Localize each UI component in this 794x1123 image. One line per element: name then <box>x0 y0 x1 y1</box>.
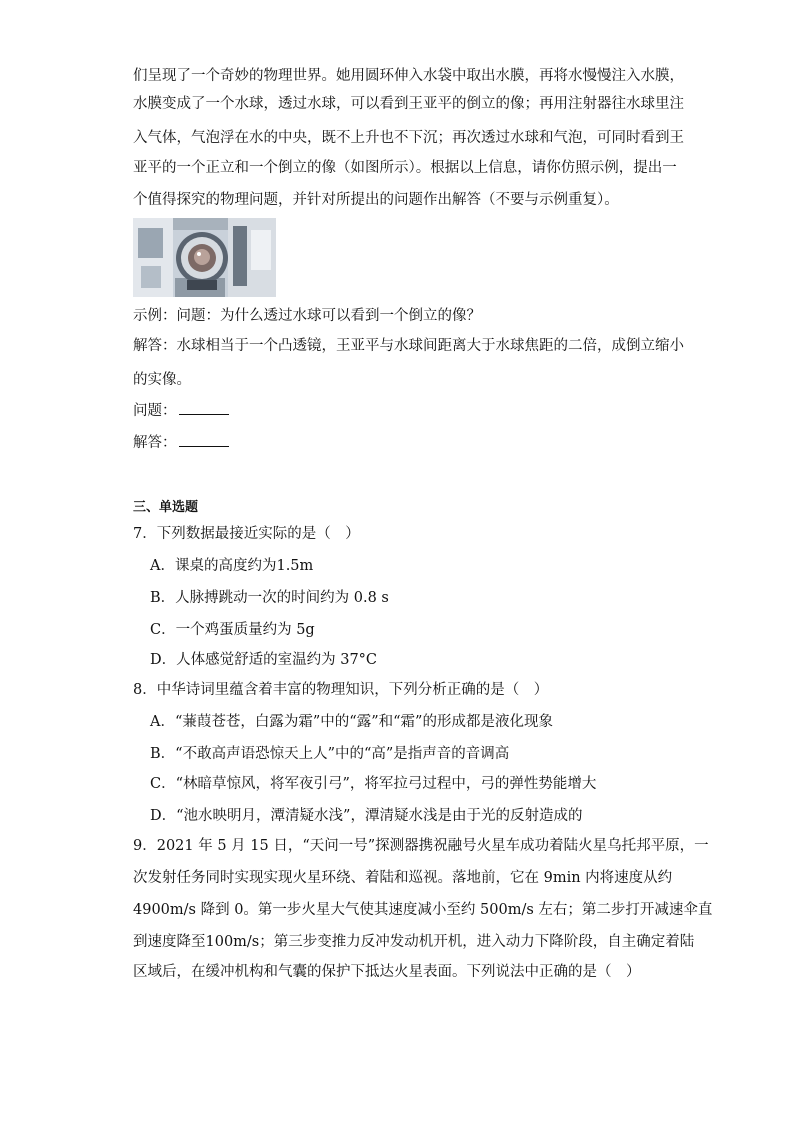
water-ball-photo <box>133 218 276 297</box>
example-answer-line: 解答：水球相当于一个凸透镜，王亚平与水球间距离大于水球焦距的二倍，成倒立缩小 <box>133 338 684 354</box>
q7-option-d[interactable]: D．人体感觉舒适的室温约为 37°C <box>150 652 378 668</box>
passage-line: 水膜变成了一个水球，透过水球，可以看到王亚平的倒立的像；再用注射器往水球里注 <box>133 96 684 112</box>
section-heading: 三、单选题 <box>133 500 199 515</box>
q9-stem-line: 9．2021 年 5 月 15 日，“天问一号”探测器携祝融号火星车成功着陆火星乌托邦平原，一 <box>133 838 709 854</box>
question-label: 问题： <box>133 403 177 419</box>
q8-option-b[interactable]: B．“不敢高声语恐惊天上人”中的“高”是指声音的音调高 <box>150 746 510 762</box>
q8-stem: 8．中华诗词里蕴含着丰富的物理知识，下列分析正确的是（ ） <box>133 682 549 698</box>
q8-option-d[interactable]: D．“池水映明月，潭清疑水浅”，潭清疑水浅是由于光的反射造成的 <box>150 808 583 824</box>
passage-line: 们呈现了一个奇妙的物理世界。她用圆环伸入水袋中取出水膜，再将水慢慢注入水膜， <box>133 68 684 84</box>
q7-option-a[interactable]: A．课桌的高度约为1.5m <box>150 558 314 574</box>
example-answer-line: 的实像。 <box>133 372 191 388</box>
answer-blank[interactable] <box>179 432 229 447</box>
question-blank-row <box>133 400 229 421</box>
q8-option-c[interactable]: C．“林暗草惊风，将军夜引弓”，将军拉弓过程中，弓的弹性势能增大 <box>150 776 597 792</box>
q7-option-b[interactable]: B．人脉搏跳动一次的时间约为 0.8 s <box>150 590 389 606</box>
q7-stem: 7．下列数据最接近实际的是（ ） <box>133 526 360 542</box>
q9-stem-line: 次发射任务同时实现实现火星环绕、着陆和巡视。落地前，它在 9min 内将速度从约 <box>133 870 673 886</box>
example-question: 示例：问题：为什么透过水球可以看到一个倒立的像？ <box>133 308 481 324</box>
q9-stem-line: 到速度降至100m/s；第三步变推力反冲发动机开机，进入动力下降阶段，自主确定着陆 <box>133 934 695 950</box>
answer-label: 解答： <box>133 435 177 451</box>
q9-stem-line: 区域后，在缓冲机构和气囊的保护下抵达火星表面。下列说法中正确的是（ ） <box>133 964 641 980</box>
passage-line: 入气体，气泡浮在水的中央，既不上升也不下沉；再次透过水球和气泡，可同时看到王 <box>133 130 684 146</box>
answer-blank-row <box>133 432 229 453</box>
question-blank[interactable] <box>179 400 229 415</box>
passage-line: 亚平的一个正立和一个倒立的像（如图所示）。根据以上信息，请你仿照示例，提出一 <box>133 160 677 176</box>
water-ball-photo-graphic <box>133 218 276 297</box>
q9-stem-line: 4900m/s 降到 0。第一步火星大气使其速度减小至约 500m/s 左右；第二步打开减速伞直 <box>133 902 713 918</box>
passage-line: 个值得探究的物理问题，并针对所提出的问题作出解答（不要与示例重复）。 <box>133 192 619 208</box>
q8-option-a[interactable]: A．“蒹葭苍苍，白露为霜”中的“露”和“霜”的形成都是液化现象 <box>150 714 553 730</box>
q7-option-c[interactable]: C．一个鸡蛋质量约为 5g <box>150 622 315 638</box>
